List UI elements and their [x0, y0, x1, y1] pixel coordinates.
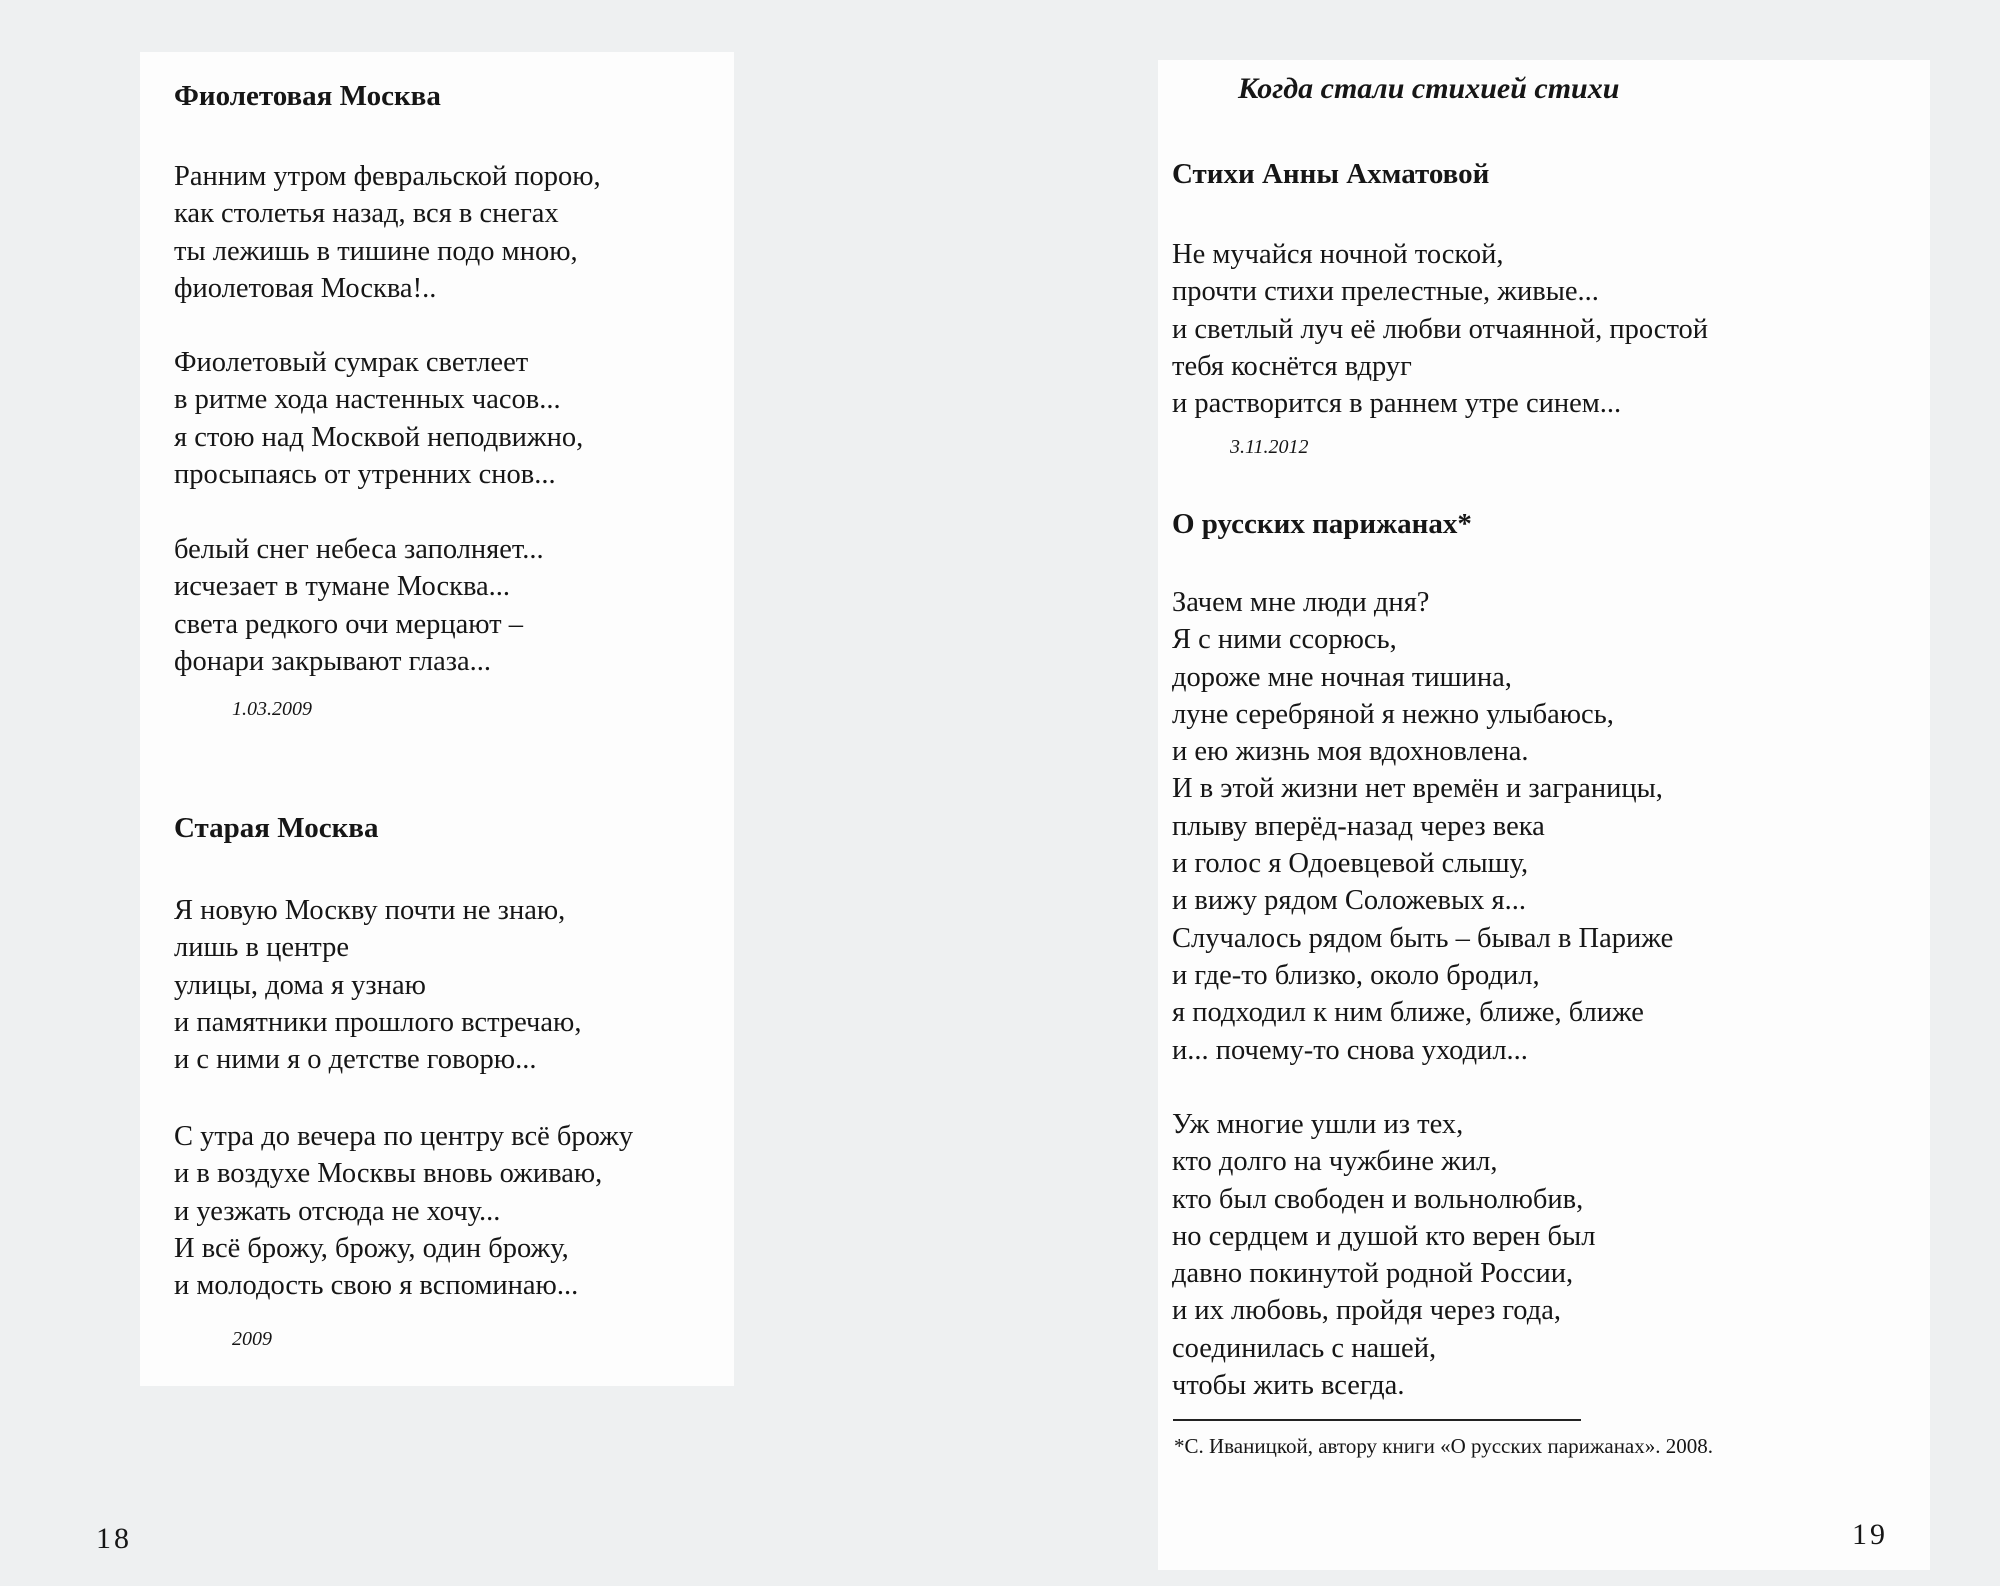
poem-stanza: Уж многие ушли из тех, кто долго на чужбине жил, кто был свободен и вольнолюбив, но сердцем и душой кто верен был давно покинутой родной России, и их любовь, пройдя через года, соединилась с нашей, чтобы жить всегда.	[1172, 1109, 1596, 1402]
poem-title-violet-moscow: Фиолетовая Москва	[174, 80, 441, 112]
poem-title-old-moscow: Старая Москва	[174, 812, 379, 844]
poem-date: 2009	[232, 1328, 272, 1350]
poem-title-akhmatova: Стихи Анны Ахматовой	[1172, 158, 1490, 190]
poem-date: 1.03.2009	[232, 698, 312, 720]
poem-stanza: С утра до вечера по центру всё брожу и в воздухе Москвы вновь оживаю, и уезжать отсюда не хочу... И всё брожу, брожу, один брожу, и молодость свою я вспоминаю...	[174, 1121, 634, 1302]
footnote: *С. Иваницкой, автору книги «О русских парижанах». 2008.	[1174, 1434, 1713, 1458]
poem-stanza: Зачем мне люди дня? Я с ними ссорюсь, дороже мне ночная тишина, луне серебряной я нежно улыбаюсь, и ею жизнь моя вдохновлена. И в этой жизни нет времён и заграницы, плыву вперёд-назад через века и голос я Одоевцевой слышу, и вижу рядом Соложевых я... Случалось рядом быть – бывал в Париже и где-то близко, около бродил, я подходил к ним ближе, ближе, ближе и... почему-то снова уходил...	[1172, 587, 1674, 1066]
poem-stanza: Ранним утром февральской порою, как столетья назад, вся в снегах ты лежишь в тишине подо мною, фиолетовая Москва!..	[174, 161, 601, 304]
page-number-left: 18	[96, 1522, 132, 1555]
poem-stanza: Не мучайся ночной тоской, прочти стихи прелестные, живые... и светлый луч её любви отчаянной, простой тебя коснётся вдруг и растворится в раннем утре синем...	[1172, 239, 1709, 420]
poem-stanza: Я новую Москву почти не знаю, лишь в центре улицы, дома я узнаю и памятники прошлого встречаю, и с ними я о детстве говорю...	[174, 895, 582, 1076]
page-number-right: 19	[1852, 1518, 1888, 1551]
poem-stanza: белый снег небеса заполняет... исчезает в тумане Москва... света редкого очи мерцают – фонари закрывают глаза...	[174, 534, 544, 677]
running-head: Когда стали стихией стихи	[1238, 72, 1620, 105]
poem-title-parisians: О русских парижанах*	[1172, 508, 1472, 540]
poem-stanza: Фиолетовый сумрак светлеет в ритме хода настенных часов... я стою над Москвой неподвижно, просыпаясь от утренних снов...	[174, 347, 584, 490]
poem-date: 3.11.2012	[1230, 436, 1309, 458]
footnote-divider	[1173, 1419, 1581, 1421]
